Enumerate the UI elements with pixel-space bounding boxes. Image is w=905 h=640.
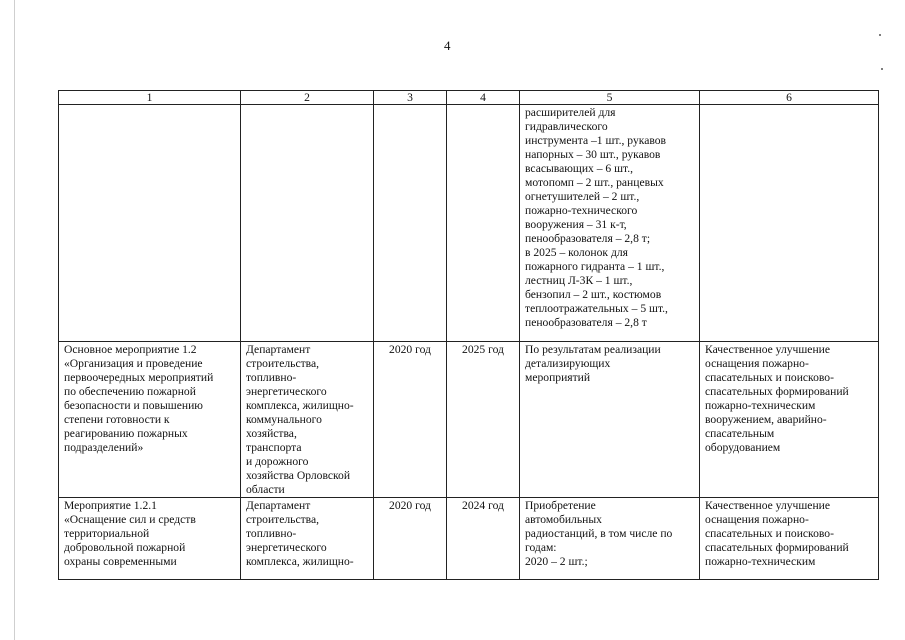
cell-text-line: пожарно-технического bbox=[525, 204, 638, 217]
column-header: 5 bbox=[520, 91, 700, 105]
program-activities-table bbox=[58, 90, 879, 580]
cell-text-line: мотопомп – 2 шт., ранцевых bbox=[525, 176, 664, 189]
end-year-cell: 2025 год bbox=[447, 342, 520, 498]
cell-text-line: топливно- bbox=[246, 527, 297, 540]
table-row bbox=[59, 105, 879, 342]
cell-text-line: территориальной bbox=[64, 527, 150, 540]
cell-text-line: добровольной пожарной bbox=[64, 541, 186, 554]
cell-text-line: пожарного гидранта – 1 шт., bbox=[525, 260, 665, 273]
effect-cell bbox=[700, 342, 879, 498]
result-cell bbox=[520, 342, 700, 498]
cell-text-line: расширителей для bbox=[525, 106, 616, 119]
executor-cell bbox=[241, 498, 374, 580]
cell-text-line: радиостанций, в том числе по bbox=[525, 527, 673, 540]
cell-text-line: По результатам реализации bbox=[525, 343, 661, 356]
cell-text-line: энергетического bbox=[246, 541, 327, 554]
cell-text-line: спасательным bbox=[705, 427, 775, 440]
cell-text-line: детализирующих bbox=[525, 357, 611, 370]
cell-text-line: безопасности и повышению bbox=[64, 399, 203, 412]
cell-text-line: «Организация и проведение bbox=[64, 357, 203, 370]
column-header: 6 bbox=[700, 91, 879, 105]
cell-text-line: пенообразователя – 2,8 т; bbox=[525, 232, 651, 245]
cell-text-line: строительства, bbox=[246, 513, 320, 526]
cell-text-line: комплекса, жилищно- bbox=[246, 399, 354, 412]
cell-text-line: оснащения пожарно- bbox=[705, 513, 809, 526]
scan-speck bbox=[881, 68, 883, 70]
cell-text-line: и дорожного bbox=[246, 455, 309, 468]
cell-text-line: лестниц Л-3К – 1 шт., bbox=[525, 274, 633, 287]
page-number: 4 bbox=[444, 38, 451, 53]
cell-text-line: транспорта bbox=[246, 441, 302, 454]
executor-cell bbox=[241, 105, 374, 342]
cell-text-line: области bbox=[246, 483, 285, 496]
cell-text-line: хозяйства, bbox=[246, 427, 297, 440]
cell-text-line: вооружением, аварийно- bbox=[705, 413, 827, 426]
start-year-cell: 2020 год bbox=[374, 498, 447, 580]
cell-text-line: теплоотражательных – 5 шт., bbox=[525, 302, 668, 315]
column-header: 4 bbox=[447, 91, 520, 105]
column-header: 1 bbox=[59, 91, 241, 105]
cell-text-line: огнетушителей – 2 шт., bbox=[525, 190, 640, 203]
cell-text-line: по обеспечению пожарной bbox=[64, 385, 196, 398]
cell-text-line: степени готовности к bbox=[64, 413, 170, 426]
cell-text-line: хозяйства Орловской bbox=[246, 469, 351, 482]
start-year-cell: 2020 год bbox=[374, 342, 447, 498]
cell-text-line: первоочередных мероприятий bbox=[64, 371, 214, 384]
cell-text-line: спасательных формирований bbox=[705, 385, 849, 398]
cell-text-line: 2020 – 2 шт.; bbox=[525, 555, 588, 568]
cell-text-line: спасательных и поисково- bbox=[705, 527, 834, 540]
cell-text-line: всасывающих – 6 шт., bbox=[525, 162, 634, 175]
column-header: 2 bbox=[241, 91, 374, 105]
cell-text-line: Мероприятие 1.2.1 bbox=[64, 499, 157, 512]
cell-text-line: охраны современными bbox=[64, 555, 177, 568]
cell-text-line: строительства, bbox=[246, 357, 320, 370]
cell-text-line: инструмента –1 шт., рукавов bbox=[525, 134, 667, 147]
cell-text-line: «Оснащение сил и средств bbox=[64, 513, 196, 526]
cell-text-line: вооружения – 31 к-т, bbox=[525, 218, 627, 231]
table-row bbox=[59, 498, 879, 580]
cell-text-line: Департамент bbox=[246, 499, 311, 512]
cell-text-line: оснащения пожарно- bbox=[705, 357, 809, 370]
column-header: 3 bbox=[374, 91, 447, 105]
cell-text-line: мероприятий bbox=[525, 371, 591, 384]
cell-text-line: оборудованием bbox=[705, 441, 781, 454]
cell-text-line: Основное мероприятие 1.2 bbox=[64, 343, 197, 356]
cell-text-line: подразделений» bbox=[64, 441, 144, 454]
scan-edge-line bbox=[14, 0, 15, 640]
cell-text-line: спасательных формирований bbox=[705, 541, 849, 554]
cell-text-line: пенообразователя – 2,8 т bbox=[525, 316, 647, 329]
cell-text-line: топливно- bbox=[246, 371, 297, 384]
result-cell bbox=[520, 105, 700, 342]
cell-text-line: Департамент bbox=[246, 343, 311, 356]
table-row bbox=[59, 342, 879, 498]
cell-text-line: пожарно-техническим bbox=[705, 399, 816, 412]
end-year-cell bbox=[447, 105, 520, 342]
cell-text-line: напорных – 30 шт., рукавов bbox=[525, 148, 661, 161]
activity-cell bbox=[59, 498, 241, 580]
effect-cell bbox=[700, 498, 879, 580]
cell-text-line: Приобретение bbox=[525, 499, 596, 512]
cell-text-line: энергетического bbox=[246, 385, 327, 398]
cell-text-line: годам: bbox=[525, 541, 557, 554]
effect-cell bbox=[700, 105, 879, 342]
scan-speck bbox=[879, 34, 881, 36]
cell-text-line: гидравлического bbox=[525, 120, 608, 133]
cell-text-line: в 2025 – колонок для bbox=[525, 246, 628, 259]
activity-cell bbox=[59, 105, 241, 342]
cell-text-line: спасательных и поисково- bbox=[705, 371, 834, 384]
cell-text-line: комплекса, жилищно- bbox=[246, 555, 354, 568]
result-cell bbox=[520, 498, 700, 580]
cell-text-line: Качественное улучшение bbox=[705, 499, 831, 512]
start-year-cell bbox=[374, 105, 447, 342]
cell-text-line: автомобильных bbox=[525, 513, 602, 526]
end-year-cell: 2024 год bbox=[447, 498, 520, 580]
table-header-row bbox=[59, 91, 879, 105]
cell-text-line: Качественное улучшение bbox=[705, 343, 831, 356]
cell-text-line: реагированию пожарных bbox=[64, 427, 188, 440]
cell-text-line: бензопил – 2 шт., костюмов bbox=[525, 288, 662, 301]
cell-text-line: пожарно-техническим bbox=[705, 555, 816, 568]
cell-text-line: коммунального bbox=[246, 413, 322, 426]
executor-cell bbox=[241, 342, 374, 498]
activity-cell bbox=[59, 342, 241, 498]
